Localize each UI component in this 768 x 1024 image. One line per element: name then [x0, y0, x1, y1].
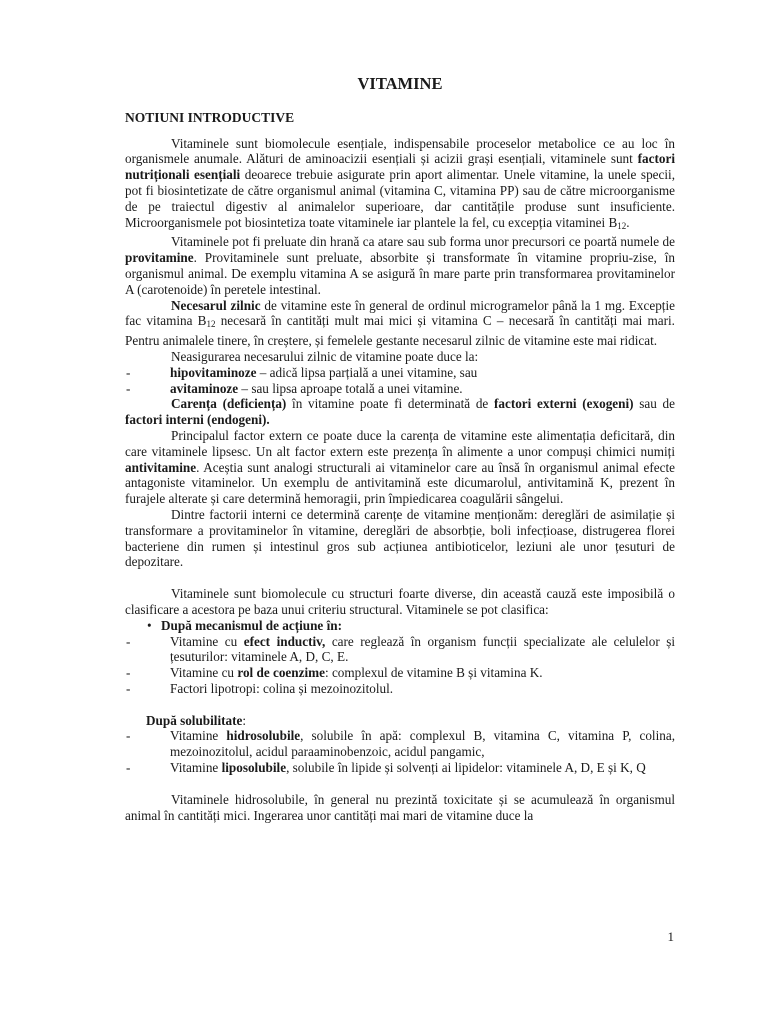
paragraph-introduction: Vitaminele sunt biomolecule esențiale, indispensabile proceselor metabolice ce au loc în organismele anumale. Alături de aminoacizii esențiali și acizii grași esențiali, vitaminele sunt factori nutriționali esențiali deoarece trebuie asigurate prin aport alimentar. Unele vitamine, la unele specii, pot fi biosintetizate de către organismul animal (vitamina C, vitamina PP) sau de către microorganisme de pe traiectul digestiv al animalelor superioare, dar cantitățile produse sunt insuficiente. Microorganismele pot biosintetiza toate vitaminele iar plantele la fel, cu excepția vitaminei $B_{12}$.	[125, 135, 675, 231]
list-item: - Vitamine cu efect inductiv, care reglează în organism funcții specializate ale celulelor și țesuturilor: vitaminele A, D, C, E.	[126, 633, 676, 665]
list-item: - Vitamine hidrosolubile, solubile în apă: complexul B, vitamina C, vitamina P, colina, mezoinozitolul, acidul paraaminobenzoic, acidul pangamic,	[126, 728, 675, 760]
paragraph-carenta: Carența (deficiența) în vitamine poate fi determinată de factori externi (exogeni) sau de factori interni (endogeni).	[125, 396, 676, 428]
paragraph-factori-interni: Dintre factorii interni ce determină carențe de vitamine menționăm: dereglări de asimilație și transformare a provitaminelor în vitamine, dereglări de absorbție, boli infecțioase, distrugerea florei bacteriene din rumen și intestinul gros sub acțiunea antibioticelor, leziuni ale unor țesuturi de depozitare.	[125, 506, 675, 570]
paragraph-provitamine: Vitaminele pot fi preluate din hrană ca atare sau sub forma unor precursori ce poartă numele de provitamine. Provitaminele sunt preluate, absorbite și transformate în vitamine propriu-zise, în organismul animal. De exemplu vitamina A se asigură în mare parte prin transformarea provitaminelor A (carotenoide) în peretele intestinal.	[125, 234, 675, 297]
list-item: - Vitamine cu rol de coenzime: complexul de vitamine B și vitamina K.	[126, 665, 543, 681]
list-item: - Vitamine liposolubile, solubile în lipide și solvenți ai lipidelor: vitaminele A, D, E și K, Q	[126, 760, 646, 776]
list-item: - hipovitaminoze – adică lipsa parțială a unei vitamine, sau	[126, 364, 478, 380]
document-title: VITAMINE	[357, 74, 443, 93]
list-item: • După mecanismul de acțiune în:	[147, 617, 342, 633]
list-item: - avitaminoze – sau lipsa aproape totală a unei vitamine.	[126, 380, 463, 396]
list-item: - Factori lipotropi: colina și mezoinozitolul.	[126, 680, 394, 696]
list-solubilitate	[125, 728, 675, 775]
list-clasificare-heading	[125, 618, 675, 634]
heading-solubilitate: După solubilitate:	[146, 712, 247, 728]
list-carente	[125, 365, 675, 397]
document-page	[125, 70, 675, 823]
paragraph-hidrosolubile: Vitaminele hidrosolubile, în general nu prezintă toxicitate și se acumulează în organismul animal în cantități mici. Ingerarea unor cantități mai mari de vitamine duce la	[125, 791, 675, 823]
list-mecanism	[125, 634, 675, 697]
paragraph-neasigurare: Neasigurarea necesarului zilnic de vitamine poate duce la:	[171, 348, 479, 364]
paragraph-factori-externi: Principalul factor extern ce poate duce la carența de vitamine este alimentația deficitară, din care vitaminele lipsesc. Un alt factor extern este prezența în alimente a unor compuși chimici numiți antivitamine. Aceștia sunt analogi structurali ai vitaminelor care au însă în organismul animal efecte antagoniste vitaminelor. Un exemplu de antivitamină este dicumarolul, antivitamină K, prezent în furajele alterate și care determină hemoragii, prin împiedicarea coagulării sângelui.	[125, 427, 675, 507]
paragraph-necesar-zilnic: Necesarul zilnic de vitamine este în general de ordinul microgramelor până la 1 mg. Excepție fac vitamina $B_{12}$ necesară în cantități mult mai mici și vitamina C – necesară în cantități mai mari. Pentru animalele tinere, în creștere, și femelele gestante necesarul zilnic de vitamine este mai ridicat.	[125, 297, 675, 349]
paragraph-clasificare: Vitaminele sunt biomolecule cu structuri foarte diverse, din această cauză este imposibilă o clasificare a acestora pe baza unui criteriu structural. Vitaminele se pot clasifica:	[125, 586, 675, 617]
section-title: NOTIUNI INTRODUCTIVE	[125, 109, 295, 125]
page-number: 1	[667, 929, 674, 944]
